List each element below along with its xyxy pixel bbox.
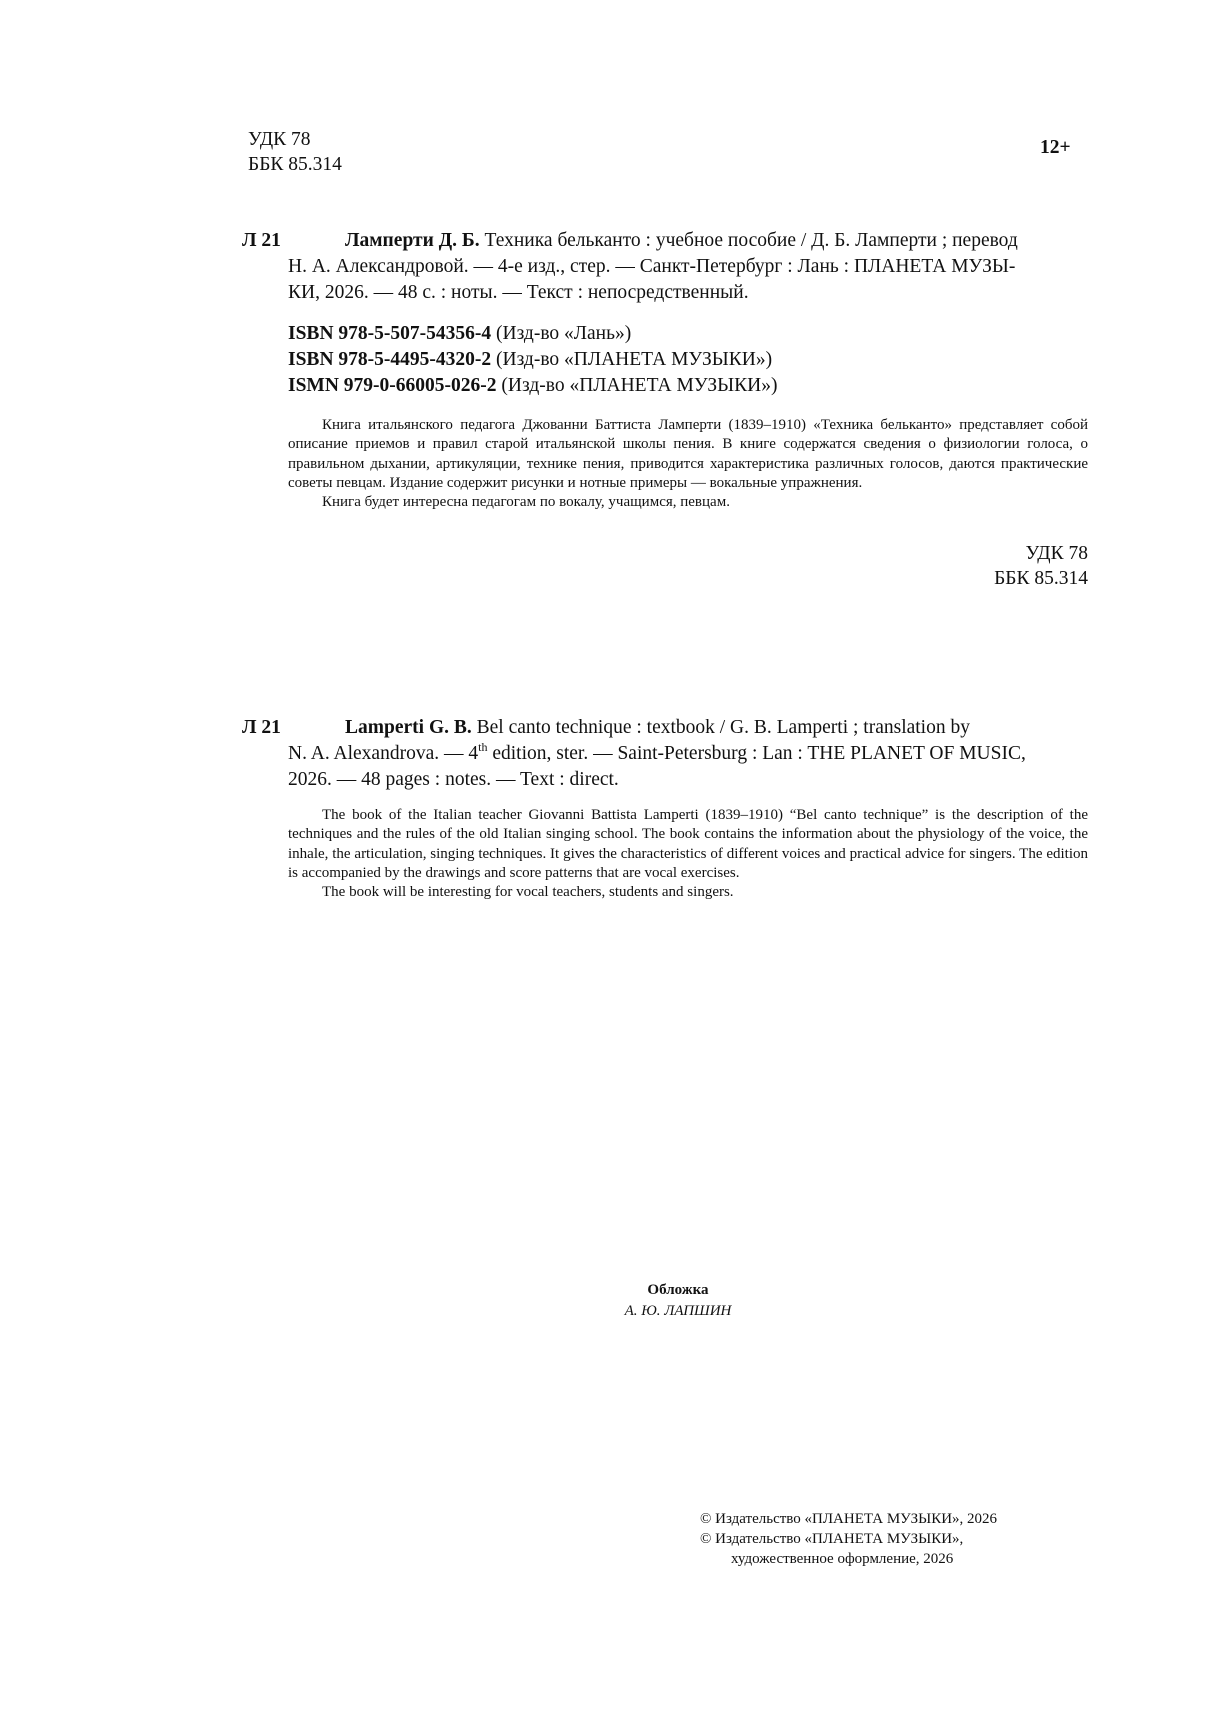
ismn-line: ISMN 979-0-66005-026-2 (Изд-во «ПЛАНЕТА МУЗЫКИ»): [288, 375, 778, 396]
bbk-header: ББК 85.314: [248, 154, 342, 175]
ru-record-line3: КИ, 2026. — 48 с. : ноты. — Текст : непосредственный.: [288, 282, 749, 303]
en-annotation: [288, 806, 1088, 902]
en-record-line1: Lamperti G. B. Bel canto technique : textbook / G. B. Lamperti ; translation by: [345, 717, 970, 738]
ru-annotation-paragraph: Книга будет интересна педагогам по вокалу, учащимся, певцам.: [322, 494, 730, 511]
en-record-description: [288, 715, 1088, 793]
udk-header: УДК 78: [248, 129, 311, 150]
ru-record-description: [288, 228, 1088, 306]
copyright-line: © Издательство «ПЛАНЕТА МУЗЫКИ», 2026: [700, 1511, 998, 1527]
en-annotation-paragraph: The book will be interesting for vocal teachers, students and singers.: [322, 884, 734, 901]
ru-record-code: Л 21: [242, 230, 281, 251]
copyright-line: © Издательство «ПЛАНЕТА МУЗЫКИ»,: [700, 1531, 964, 1547]
bbk-footer: ББК 85.314: [994, 568, 1088, 589]
isbn-block: [288, 321, 777, 399]
ru-record-line2: Н. А. Александровой. — 4-е изд., стер. — Санкт-Петербург : Лань : ПЛАНЕТА МУЗЫ-: [288, 256, 1016, 277]
cover-label: Обложка: [647, 1282, 709, 1298]
isbn-line: ISBN 978-5-4495-4320-2 (Изд-во «ПЛАНЕТА МУЗЫКИ»): [288, 349, 773, 370]
age-rating: 12+: [1040, 137, 1071, 158]
ru-annotation-paragraph: Книга итальянского педагога Джованни Баттиста Ламперти (1839–1910) «Техника бельканто» представляет собой описание приемов и правил старой итальянской школы пения. В книге содержатся сведения о физиологии голоса, о правильном дыхании, артикуляции, технике пения, приводится характеристика различных голосов, даются практические советы певцам. Издание содержит рисунки и нотные примеры — вокальные упражнения.: [288, 417, 1088, 491]
udk-footer: УДК 78: [1025, 543, 1088, 564]
en-annotation-paragraph: The book of the Italian teacher Giovanni Battista Lamperti (1839–1910) “Bel canto technique” is the description of the techniques and the rules of the old Italian singing school. The book contains the information about the physiology of the voice, the inhale, the articulation, singing techniques. It gives the characteristics of different voices and practical advice for singers. The edition is accompanied by the drawings and score patterns that are vocal exercises.: [288, 807, 1088, 881]
isbn-line: ISBN 978-5-507-54356-4 (Изд-во «Лань»): [288, 323, 632, 344]
copyright-line: художественное оформление, 2026: [731, 1551, 954, 1567]
en-author: Lamperti G. B.: [345, 717, 472, 738]
ru-record-line1: Ламперти Д. Б. Техника бельканто : учебное пособие / Д. Б. Ламперти ; перевод: [345, 230, 1018, 251]
ru-annotation: [288, 416, 1088, 512]
en-record-code: Л 21: [242, 717, 281, 738]
en-record-line3: 2026. — 48 pages : notes. — Text : direct.: [288, 769, 619, 790]
ru-author: Ламперти Д. Б.: [345, 230, 480, 251]
cover-artist: А. Ю. ЛАПШИН: [624, 1303, 732, 1319]
en-record-line2: N. A. Alexandrova. — 4th edition, ster. — Saint-Petersburg : Lan : THE PLANET OF MUSIC,: [288, 740, 1026, 764]
